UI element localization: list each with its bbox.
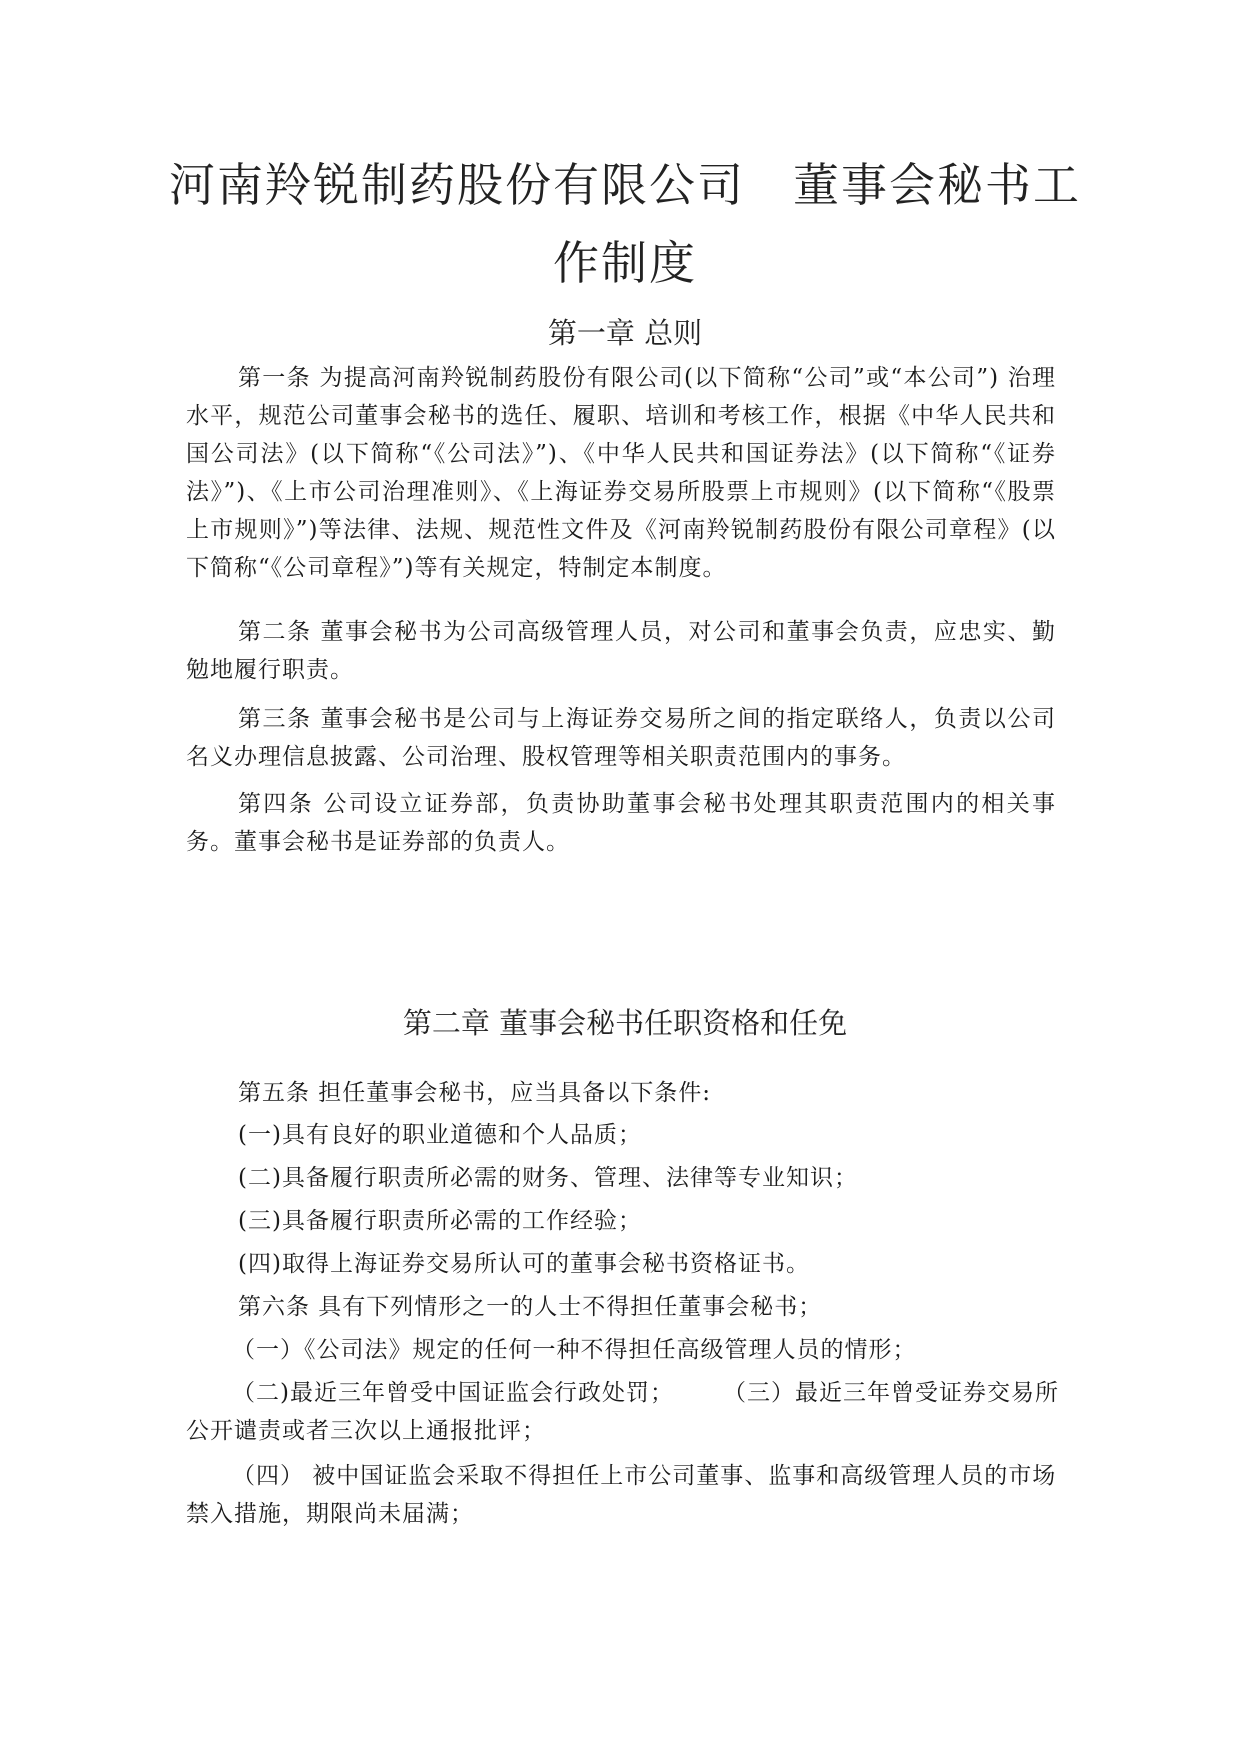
doc-title-line1: 河南羚锐制药股份有限公司 董事会秘书工: [169, 158, 1081, 212]
chapter-heading-2: 第二章 董事会秘书任职资格和任免: [402, 1006, 848, 1040]
article-1: 第一条 为提高河南羚锐制药股份有限公司(以下简称“公司”或“本公司”) 治理水平，规范公司董事会秘书的选任、履职、培训和考核工作，根据《中华人民共和国公司法》(以下简称“《公司法》”)、《中华人民共和国证券法》(以下简称“《证券法》”)、《上市公司治理准则》、《上海证券交易所股票上市规则》(以下简称“《股票上市规则》”)等法律、法规、规范性文件及《河南羚锐制药股份有限公司章程》(以下简称“《公司章程》”)等有关规定，特制定本制度。: [186, 365, 1056, 581]
article-2: 第二条 董事会秘书为公司高级管理人员，对公司和董事会负责，应忠实、勤勉地履行职责。: [186, 619, 1056, 683]
article-4: 第四条 公司设立证券部，负责协助董事会秘书处理其职责范围内的相关事务。董事会秘书是证券部的负责人。: [186, 791, 1056, 855]
article-5-item: (三)具备履行职责所必需的工作经验；: [238, 1208, 642, 1234]
article-6-item: （二)最近三年曾受中国证监会行政处罚； （三）最近三年曾受证券交易所公开谴责或者三次以上通报批评；: [186, 1380, 1059, 1444]
article-5: 第五条 担任董事会秘书，应当具备以下条件:: [238, 1080, 712, 1106]
article-5-item: (二)具备履行职责所必需的财务、管理、法律等专业知识；: [238, 1165, 858, 1191]
chapter-heading-1: 第一章 总则: [547, 316, 703, 350]
article-6-item: （一）《公司法》规定的任何一种不得担任高级管理人员的情形；: [232, 1337, 917, 1363]
doc-title-line2: 作制度: [553, 236, 697, 290]
article-5-item: (四)取得上海证券交易所认可的董事会秘书资格证书。: [238, 1251, 810, 1277]
article-3: 第三条 董事会秘书是公司与上海证券交易所之间的指定联络人，负责以公司名义办理信息披露、公司治理、股权管理等相关职责范围内的事务。: [186, 706, 1056, 770]
article-5-item: (一)具有良好的职业道德和个人品质；: [238, 1122, 642, 1148]
article-6-item: （四） 被中国证监会采取不得担任上市公司董事、监事和高级管理人员的市场禁入措施，期限尚未届满；: [186, 1463, 1057, 1527]
article-6: 第六条 具有下列情形之一的人士不得担任董事会秘书；: [238, 1294, 823, 1320]
